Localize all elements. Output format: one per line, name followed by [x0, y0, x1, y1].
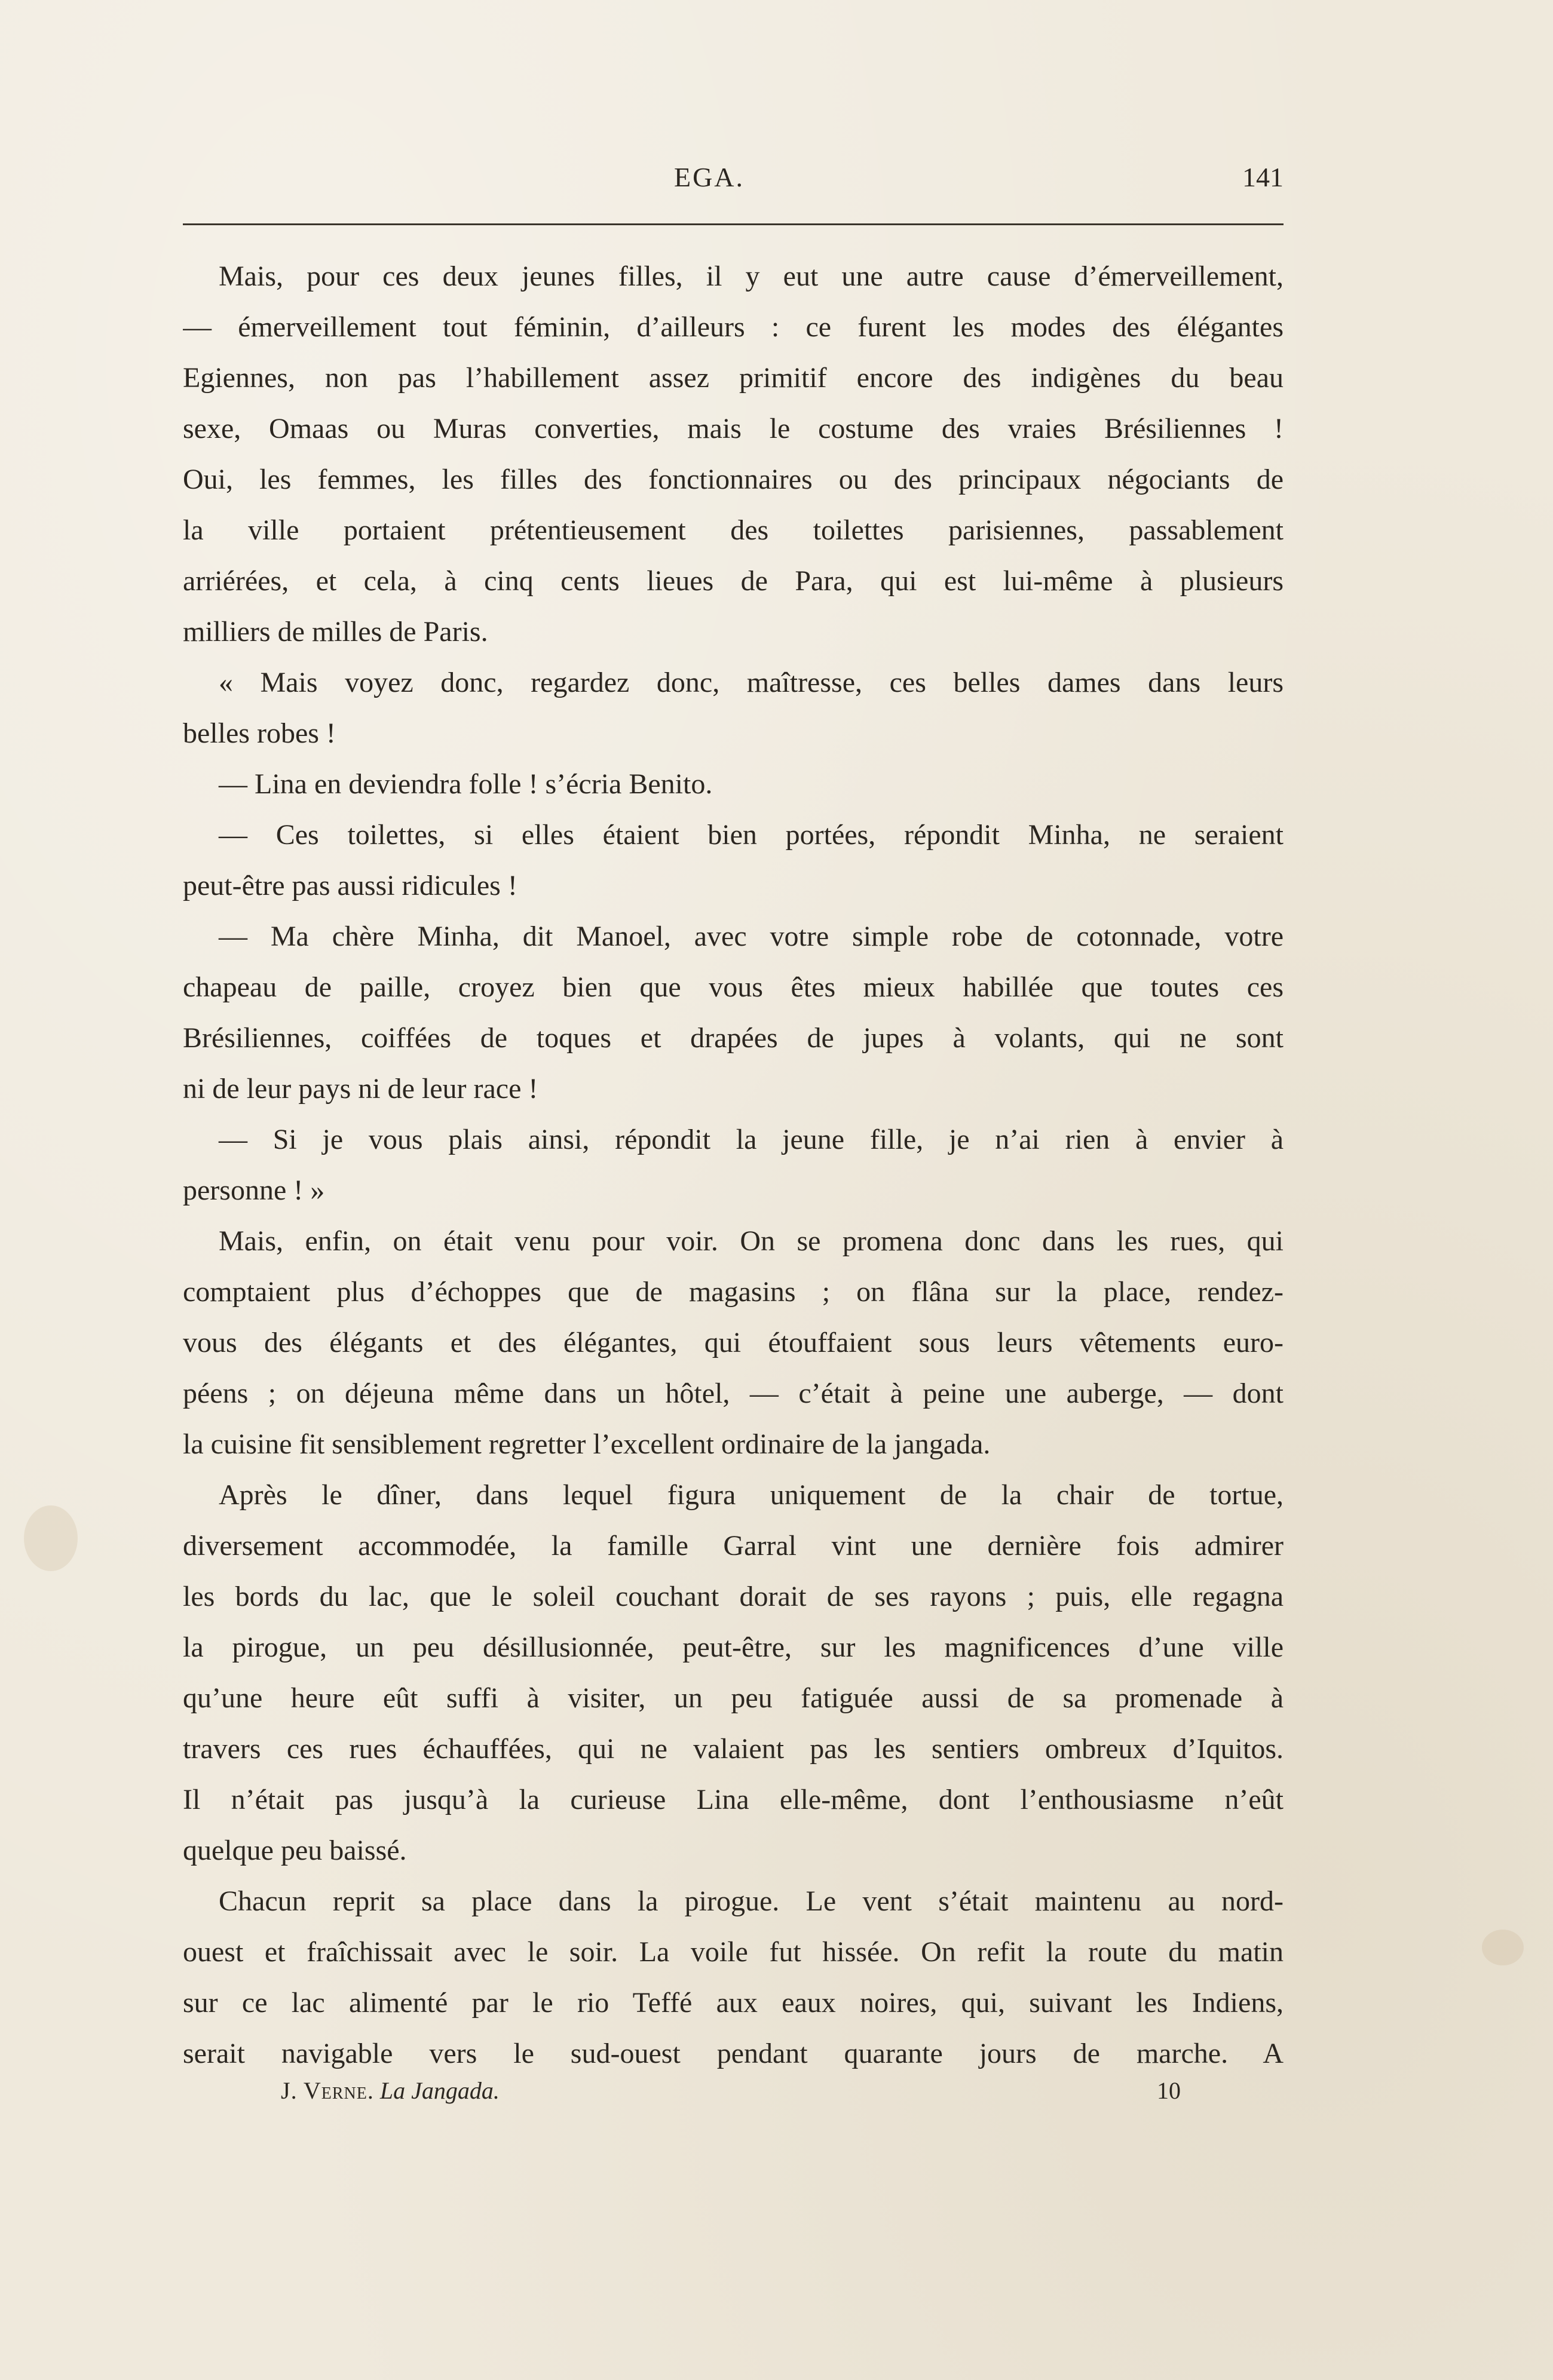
text-line: — Ces toilettes, si elles étaient bien portées, répondit Minha, ne seraient: [219, 819, 1284, 851]
text-line: vous des élégants et des élégantes, qui étouffaient sous leurs vêtements euro-: [183, 1327, 1284, 1358]
text-line: peut-être pas aussi ridicules !: [183, 870, 517, 901]
text-line: arriérées, et cela, à cinq cents lieues de Para, qui est lui-même à plusieurs: [183, 565, 1284, 597]
text-line: milliers de milles de Paris.: [183, 616, 488, 648]
text-line: Oui, les femmes, les filles des fonctionnaires ou des principaux négociants de: [183, 464, 1284, 495]
text-line: les bords du lac, que le soleil couchant dorait de ses rayons ; puis, elle regagna: [183, 1581, 1284, 1612]
text-line: — Ma chère Minha, dit Manoel, avec votre simple robe de cotonnade, votre: [219, 921, 1284, 952]
text-line: Mais, pour ces deux jeunes filles, il y eut une autre cause d’émerveillement,: [219, 260, 1284, 292]
header-rule: [183, 223, 1284, 225]
text-line: comptaient plus d’échoppes que de magasins ; on flâna sur la place, rendez-: [183, 1276, 1284, 1308]
signature-mark: 10: [1157, 2077, 1181, 2104]
text-line: serait navigable vers le sud-ouest pendant quarante jours de marche. A: [183, 2038, 1284, 2069]
running-title: EGA.: [673, 162, 745, 192]
footer-book-title: La Jangada.: [379, 2077, 500, 2104]
text-line: Il n’était pas jusqu’à la curieuse Lina elle-même, dont l’enthousiasme n’eût: [183, 1784, 1284, 1815]
text-line: la pirogue, un peu désillusionnée, peut-être, sur les magnificences d’une ville: [183, 1631, 1284, 1663]
running-header: [183, 161, 1284, 197]
text-line: ouest et fraîchissait avec le soir. La voile fut hissée. On refit la route du matin: [183, 1936, 1284, 1968]
page-footer: [183, 2077, 1284, 2112]
text-line: travers ces rues échauffées, qui ne valaient pas les sentiers ombreux d’Iquitos.: [183, 1733, 1284, 1765]
text-line: — Lina en deviendra folle ! s’écria Benito.: [219, 768, 713, 800]
text-line: sur ce lac alimenté par le rio Teffé aux eaux noires, qui, suivant les Indiens,: [183, 1987, 1284, 2019]
text-line: la ville portaient prétentieusement des toilettes parisiennes, passablement: [183, 514, 1284, 546]
text-line: sexe, Omaas ou Muras converties, mais le costume des vraies Brésiliennes !: [183, 413, 1284, 444]
text-line: la cuisine fit sensiblement regretter l’excellent ordinaire de la jangada.: [183, 1428, 991, 1460]
page-number: 141: [1242, 162, 1284, 192]
text-line: quelque peu baissé.: [183, 1835, 407, 1866]
text-line: Après le dîner, dans lequel figura uniquement de la chair de tortue,: [219, 1479, 1284, 1511]
text-line: Egiennes, non pas l’habillement assez primitif encore des indigènes du beau: [183, 362, 1284, 394]
text-line: « Mais voyez donc, regardez donc, maîtresse, ces belles dames dans leurs: [219, 667, 1284, 698]
text-line: péens ; on déjeuna même dans un hôtel, — c’était à peine une auberge, — dont: [183, 1378, 1284, 1409]
text-line: belles robes !: [183, 717, 336, 749]
footer-author: J. Verne.: [281, 2077, 374, 2104]
text-line: ni de leur pays ni de leur race !: [183, 1073, 538, 1105]
text-line: diversement accommodée, la famille Garral vint une dernière fois admirer: [183, 1530, 1284, 1562]
text-line: qu’une heure eût suffi à visiter, un peu fatiguée aussi de sa promenade à: [183, 1682, 1284, 1714]
text-line: Mais, enfin, on était venu pour voir. On se promena donc dans les rues, qui: [219, 1225, 1284, 1257]
text-line: Chacun reprit sa place dans la pirogue. Le vent s’était maintenu au nord-: [219, 1885, 1284, 1917]
text-line: — émerveillement tout féminin, d’ailleurs : ce furent les modes des élégantes: [183, 311, 1284, 343]
body-text: [183, 251, 1284, 2079]
text-line: — Si je vous plais ainsi, répondit la jeune fille, je n’ai rien à envier à: [219, 1124, 1284, 1155]
paper-stain: [1482, 1930, 1524, 1965]
text-line: Brésiliennes, coiffées de toques et drapées de jupes à volants, qui ne sont: [183, 1022, 1284, 1054]
text-line: personne ! »: [183, 1174, 325, 1206]
paper-stain: [24, 1505, 78, 1571]
footer-credit: [281, 2077, 500, 2105]
text-line: chapeau de paille, croyez bien que vous êtes mieux habillée que toutes ces: [183, 971, 1284, 1003]
